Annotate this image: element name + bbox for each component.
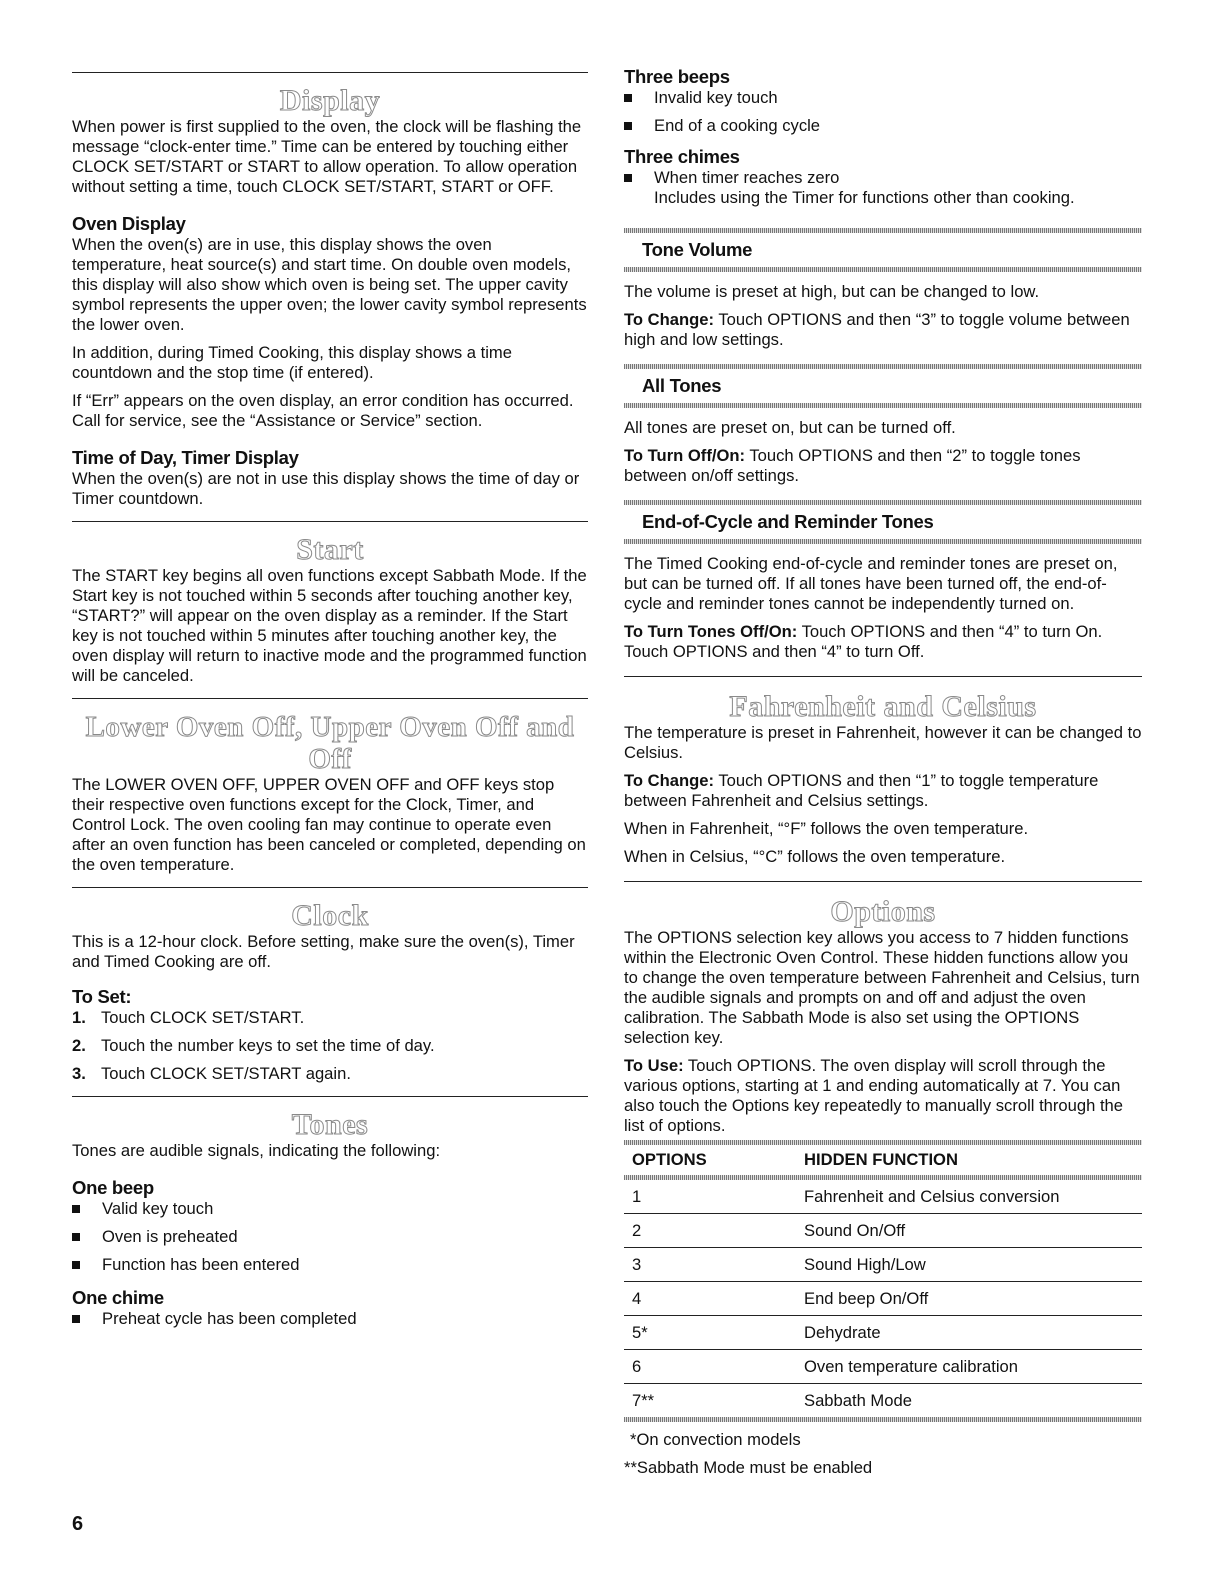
tone-volume-change: To Change: Touch OPTIONS and then “3” to toggle volume between high and low settings. <box>624 310 1130 349</box>
footnote-convection: *On convection models <box>630 1430 801 1449</box>
end-of-cycle-text: The Timed Cooking end-of-cycle and reminder tones are preset on, but can be turned off. If all tones have been turned off, the end-of-cycle and reminder tones cannot be independently turned on. <box>624 554 1118 613</box>
table-row: 4 End beep On/Off <box>624 1282 1142 1316</box>
one-beep-list <box>72 1199 588 1275</box>
tones-title: Tones <box>291 1108 369 1141</box>
off-text: The LOWER OVEN OFF, UPPER OVEN OFF and OFF keys stop their respective oven functions except for the Clock, Timer, and Control Lock. The oven cooling fan may continue to operate even after an oven function has been canceled or completed, depending on the oven temperature. <box>72 775 586 874</box>
page-number: 6 <box>72 1513 84 1535</box>
hidden-function-column-header: HIDDEN FUNCTION <box>804 1150 958 1169</box>
fahrenheit-title: Fahrenheit and Celsius <box>729 690 1037 723</box>
table-row: 5* Dehydrate <box>624 1316 1142 1350</box>
list-item: Invalid key touch <box>624 88 1142 108</box>
table-row: 1 Fahrenheit and Celsius conversion <box>624 1180 1142 1214</box>
three-beeps-list <box>624 88 1142 136</box>
list-item: Oven is preheated <box>72 1227 588 1247</box>
oven-display-p1: When the oven(s) are in use, this display shows the oven temperature, heat source(s) and start time. On double oven models, this display will also show which oven is being set. The upper cavity symbol represents the upper oven; the lower cavity symbol represents the lower oven. <box>72 235 587 334</box>
options-table-body <box>624 1180 1142 1417</box>
clock-text: This is a 12-hour clock. Before setting, make sure the oven(s), Timer and Timed Cooking are off. <box>72 932 575 971</box>
three-beeps-heading: Three beeps <box>624 66 730 87</box>
table-row: 7** Sabbath Mode <box>632 1390 912 1410</box>
footnote-sabbath: **Sabbath Mode must be enabled <box>624 1458 873 1477</box>
start-title: Start <box>296 533 364 566</box>
options-title: Options <box>830 895 936 928</box>
time-of-day-text: When the oven(s) are not in use this display shows the time of day or Timer countdown. <box>72 469 580 508</box>
right-column <box>624 0 1142 1478</box>
step-item: 3. Touch CLOCK SET/START again. <box>72 1064 351 1083</box>
table-row: 6 Oven temperature calibration <box>624 1350 1142 1384</box>
tones-text: Tones are audible signals, indicating the following: <box>72 1141 441 1160</box>
options-text: The OPTIONS selection key allows you access to 7 hidden functions within the Electronic Oven Control. These hidden functions allow you to change the oven temperature between Fahrenheit and Celsius, turn the audible signals and prompts on and off and adjust the oven calibration. The Sabbath Mode is also set using the OPTIONS selection key. <box>624 928 1140 1047</box>
all-tones-heading: All Tones <box>642 375 722 396</box>
step-item: 1. Touch CLOCK SET/START. <box>72 1008 305 1027</box>
end-of-cycle-heading: End-of-Cycle and Reminder Tones <box>642 511 934 532</box>
left-column <box>72 0 588 1329</box>
to-set-heading: To Set: <box>72 986 132 1007</box>
time-of-day-heading: Time of Day, Timer Display <box>72 447 299 468</box>
fahrenheit-note: When in Fahrenheit, “°F” follows the oven temperature. <box>624 819 1029 838</box>
oven-display-p2: In addition, during Timed Cooking, this display shows a time countdown and the stop time (if entered). <box>72 343 512 382</box>
fahrenheit-text: The temperature is preset in Fahrenheit, however it can be changed to Celsius. <box>624 723 1142 762</box>
three-chimes-heading: Three chimes <box>624 146 740 167</box>
table-row: 2 Sound On/Off <box>624 1214 1142 1248</box>
table-header-row <box>624 1145 1142 1175</box>
off-title: Lower Oven Off, Upper Oven Off and Off <box>85 711 575 775</box>
all-tones-change: To Turn Off/On: Touch OPTIONS and then “2” to toggle tones between on/off settings. <box>624 446 1081 485</box>
celsius-note: When in Celsius, “°C” follows the oven temperature. <box>624 847 1006 866</box>
all-tones-text: All tones are preset on, but can be turned off. <box>624 418 956 437</box>
tone-volume-text: The volume is preset at high, but can be changed to low. <box>624 282 1040 301</box>
list-item: When timer reaches zero Includes using the Timer for functions other than cooking. <box>624 168 1142 208</box>
clock-steps <box>72 1008 588 1084</box>
end-of-cycle-change: To Turn Tones Off/On: Touch OPTIONS and then “4” to turn On. Touch OPTIONS and then “4” to turn Off. <box>624 622 1103 661</box>
table-row: 3 Sound High/Low <box>624 1248 1142 1282</box>
start-text: The START key begins all oven functions except Sabbath Mode. If the Start key is not touched within 5 seconds after touching another key, “START?” will appear on the oven display as a reminder. If the Start key is not touched within 5 minutes after touching another key, the oven display will return to inactive mode and the programmed function will be canceled. <box>72 566 587 685</box>
oven-display-heading: Oven Display <box>72 213 186 234</box>
options-use: To Use: Touch OPTIONS. The oven display will scroll through the various options, starting at 1 and ending automatically at 7. You can also touch the Options key repeatedly to manually scroll through the list of options. <box>624 1056 1124 1135</box>
options-column-header: OPTIONS <box>632 1150 707 1169</box>
fahrenheit-change: To Change: Touch OPTIONS and then “1” to toggle temperature between Fahrenheit and Celsius settings. <box>624 771 1099 810</box>
display-intro: When power is first supplied to the oven, the clock will be flashing the message “clock-enter time.” Time can be entered by touching either CLOCK SET/START or START to allow operation. To allow operation without setting a time, touch CLOCK SET/START, START or OFF. <box>72 117 582 196</box>
clock-title: Clock <box>291 899 369 932</box>
list-item: End of a cooking cycle <box>624 116 1142 136</box>
tone-volume-heading: Tone Volume <box>642 239 753 260</box>
options-table <box>624 1145 1142 1175</box>
list-item: Valid key touch <box>72 1199 588 1219</box>
step-item: 2. Touch the number keys to set the time of day. <box>72 1036 435 1055</box>
display-title: Display <box>279 84 381 117</box>
list-item: Function has been entered <box>72 1255 588 1275</box>
one-chime-heading: One chime <box>72 1287 164 1308</box>
one-chime-list <box>72 1309 588 1329</box>
one-beep-heading: One beep <box>72 1177 154 1198</box>
three-chimes-list <box>624 168 1142 208</box>
oven-display-p3: If “Err” appears on the oven display, an error condition has occurred. Call for service, see the “Assistance or Service” section. <box>72 391 574 430</box>
list-item: Preheat cycle has been completed <box>72 1309 588 1329</box>
